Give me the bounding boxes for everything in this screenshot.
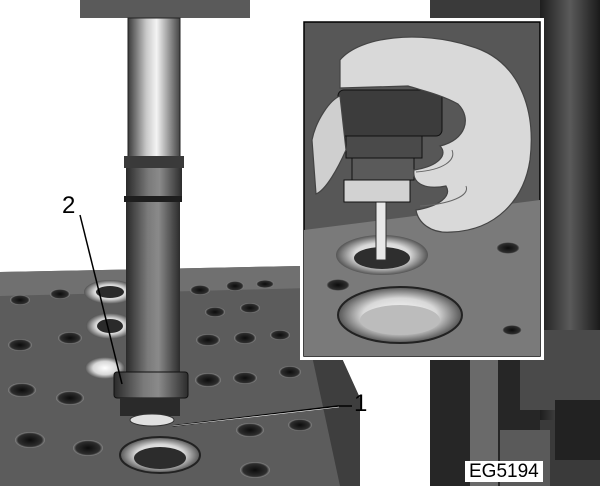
callout-2: 2 bbox=[62, 192, 76, 219]
figure-code: EG5194 bbox=[465, 461, 543, 482]
press-head bbox=[80, 0, 250, 18]
inset-photo bbox=[300, 18, 544, 360]
callout-1: 1 bbox=[354, 390, 368, 417]
